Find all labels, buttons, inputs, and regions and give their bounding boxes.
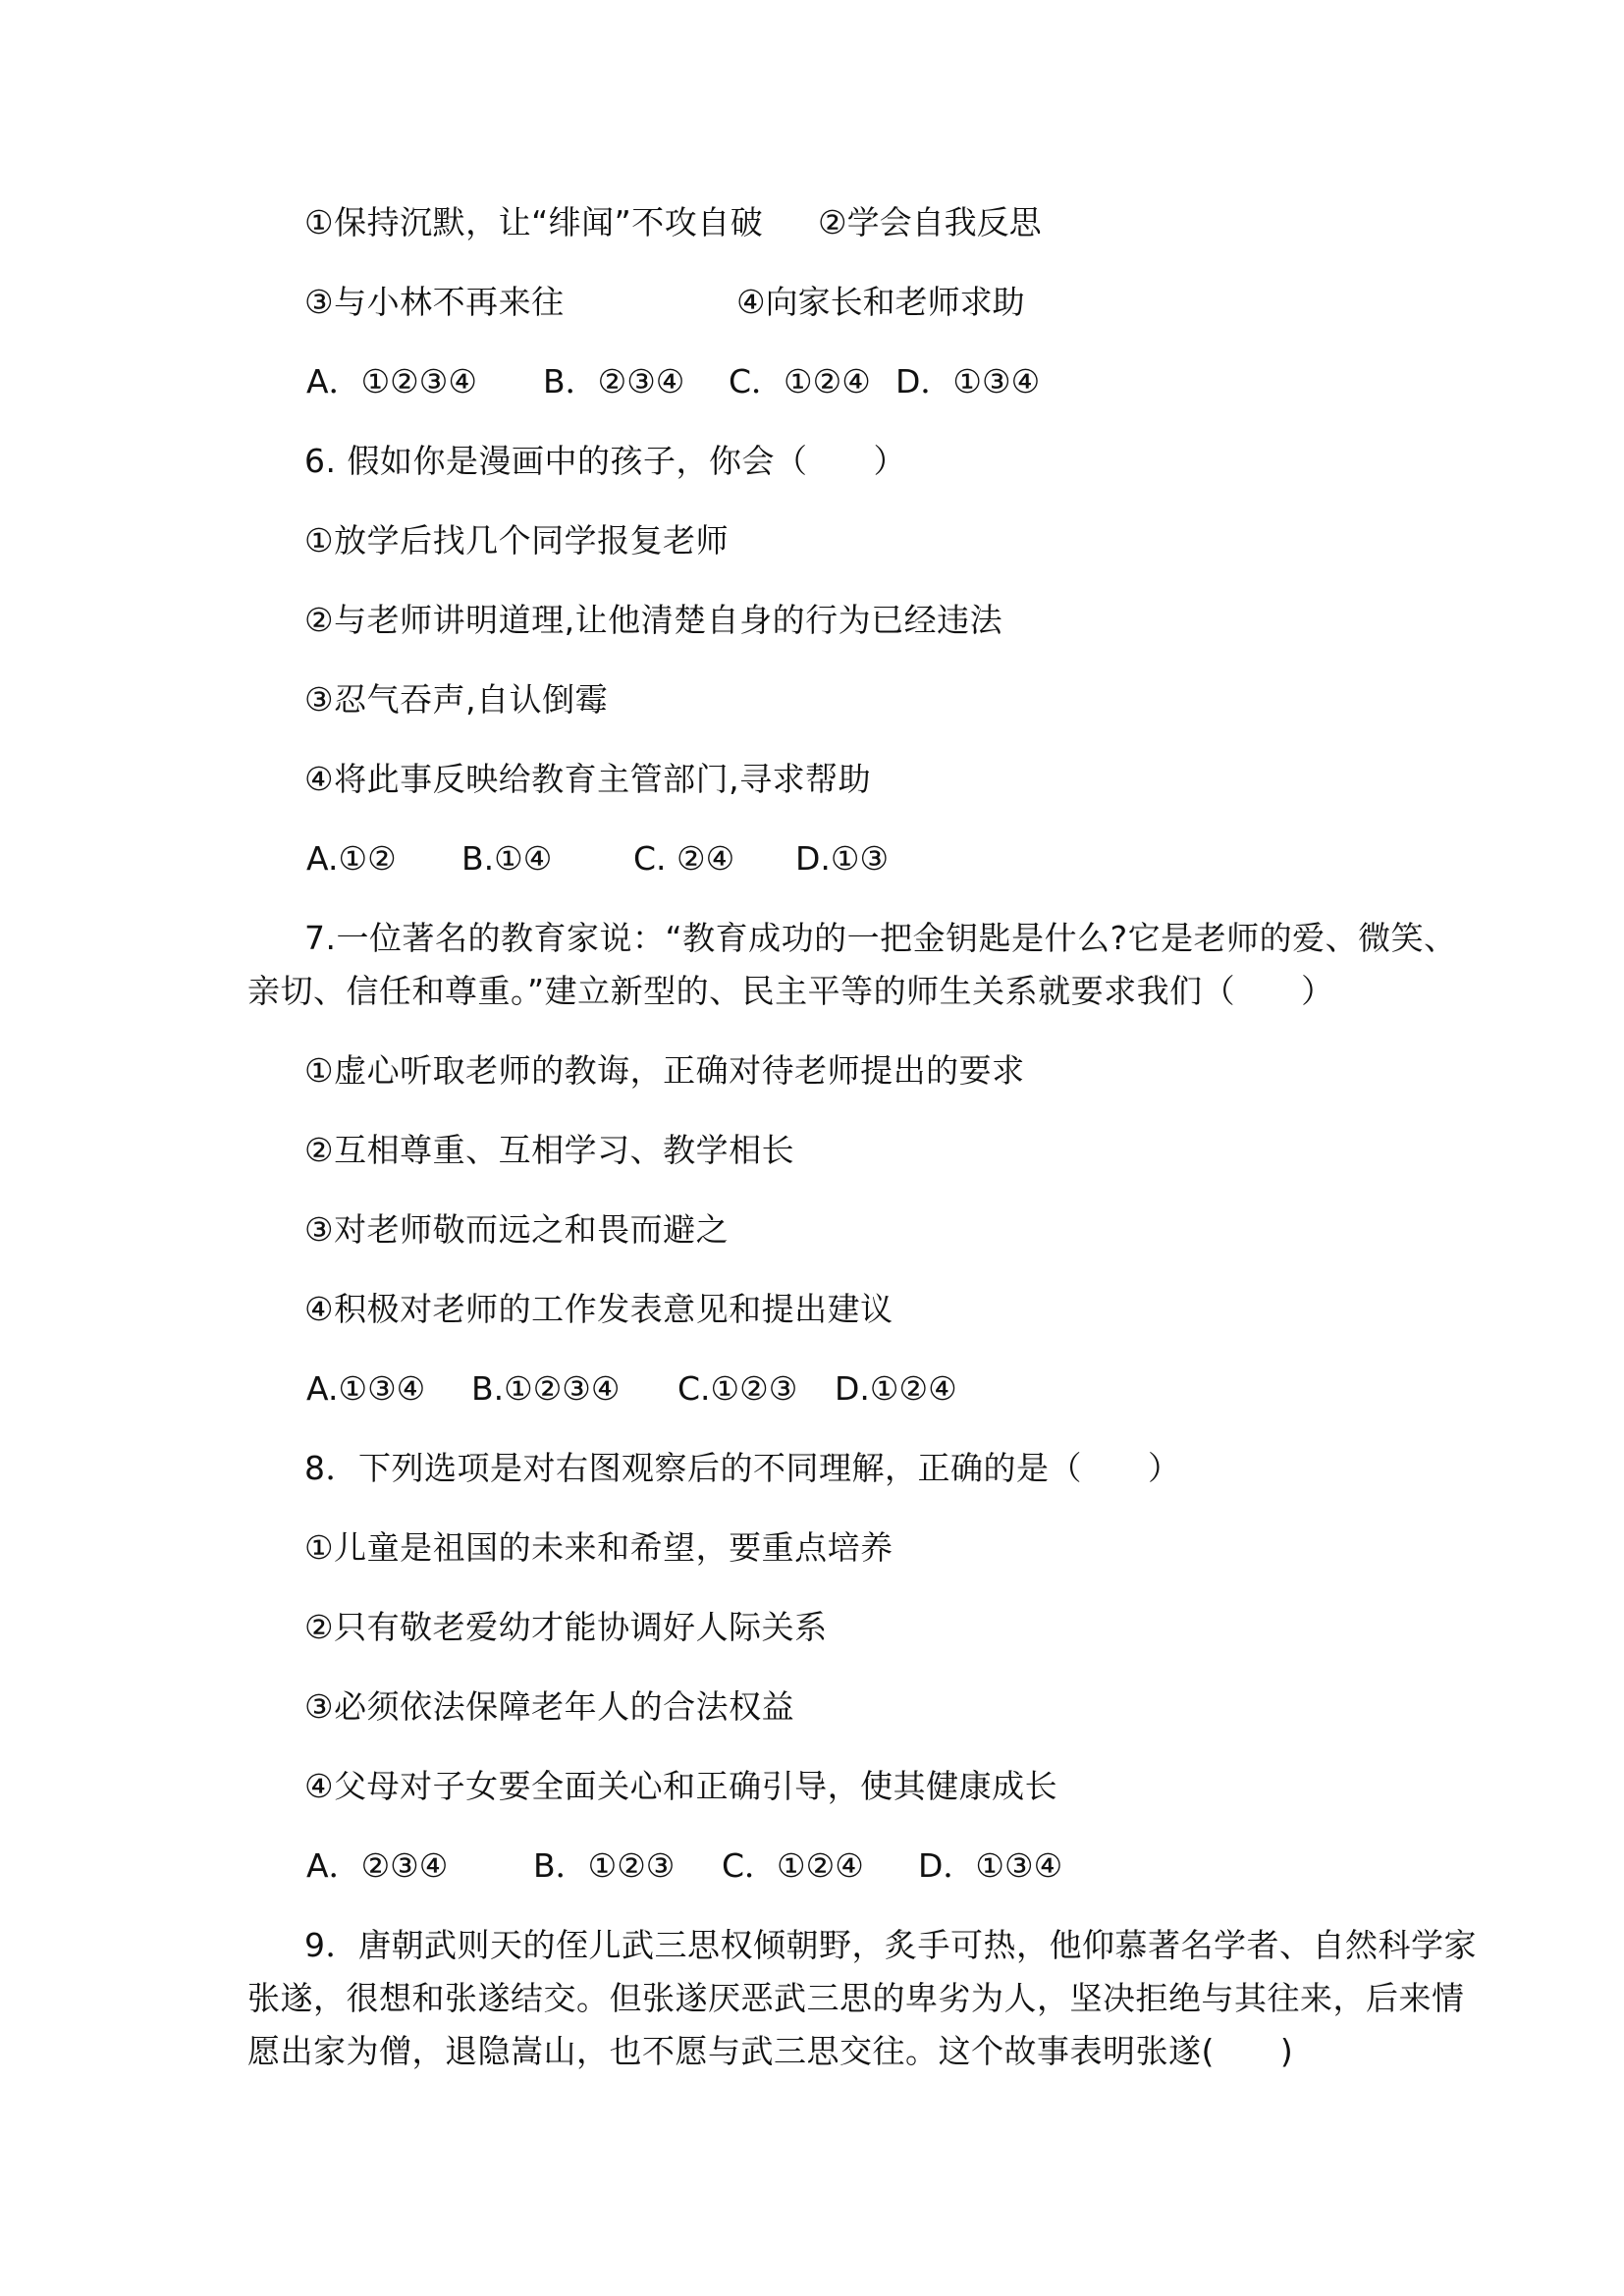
q9-stem-line-1: 9．唐朝武则天的侄儿武三思权倾朝野，炙手可热，他仰慕著名学者、自然科学家 [304,1926,1477,1964]
q7-stem-line-1: 7.一位著名的教育家说：“教育成功的一把金钥匙是什么?它是老师的爱、微笑、 [304,919,1457,957]
q5-answer-b: B．②③④ [543,362,685,400]
q6-answer-b: B.①④ [461,839,553,878]
q6-answer-d: D.①③ [795,839,890,878]
q5-option-1: ①保持沉默，让“绯闻”不攻自破 [304,203,764,241]
q5-answer-c: C．①②④ [729,362,871,400]
q8-option-3: ③必须依法保障老年人的合法权益 [304,1687,795,1726]
q5-option-2: ②学会自我反思 [818,203,1042,241]
q7-answer-c: C.①②③ [677,1369,798,1408]
q6-option-3: ③忍气吞声,自认倒霉 [304,680,609,719]
q6-stem: 6. 假如你是漫画中的孩子，你会（ ） [304,442,906,480]
q7-option-4: ④积极对老师的工作发表意见和提出建议 [304,1290,893,1328]
q7-option-1: ①虚心听取老师的教诲，正确对待老师提出的要求 [304,1051,1025,1090]
q6-answer-a: A.①② [306,839,397,878]
q6-option-1: ①放学后找几个同学报复老师 [304,521,730,560]
q8-answer-d: D．①③④ [918,1846,1063,1885]
q8-answer-c: C．①②④ [722,1846,864,1885]
q8-option-2: ②只有敬老爱幼才能协调好人际关系 [304,1608,828,1646]
q8-option-1: ①儿童是祖国的未来和希望，要重点培养 [304,1528,893,1567]
q5-answer-d: D．①③④ [895,362,1041,400]
q7-option-2: ②互相尊重、互相学习、教学相长 [304,1131,795,1169]
q6-answer-c: C. ②④ [633,839,735,878]
q7-option-3: ③对老师敬而远之和畏而避之 [304,1210,730,1249]
q8-answer-a: A．②③④ [306,1846,449,1885]
q5-answer-a: A．①②③④ [306,362,477,400]
q5-option-3: ③与小林不再来往 [304,283,565,321]
q9-stem-line-3: 愿出家为僧，退隐嵩山，也不愿与武三思交往。这个故事表明张遂( ) [247,2032,1294,2070]
q6-option-2: ②与老师讲明道理,让他清楚自身的行为已经违法 [304,601,1003,639]
q9-stem-line-2: 张遂，很想和张遂结交。但张遂厌恶武三思的卑劣为人，坚决拒绝与其往来，后来情 [247,1979,1465,2017]
q8-option-4: ④父母对子女要全面关心和正确引导，使其健康成长 [304,1767,1058,1805]
q8-stem: 8．下列选项是对右图观察后的不同理解，正确的是（ ） [304,1449,1181,1487]
q7-stem-line-2: 亲切、信任和尊重。”建立新型的、民主平等的师生关系就要求我们（ ） [247,972,1334,1010]
q8-answer-b: B．①②③ [533,1846,676,1885]
q5-option-4: ④向家长和老师求助 [736,283,1025,321]
q7-answer-b: B.①②③④ [471,1369,621,1408]
q7-answer-d: D.①②④ [835,1369,957,1408]
q6-option-4: ④将此事反映给教育主管部门,寻求帮助 [304,760,872,798]
q7-answer-a: A.①③④ [306,1369,426,1408]
